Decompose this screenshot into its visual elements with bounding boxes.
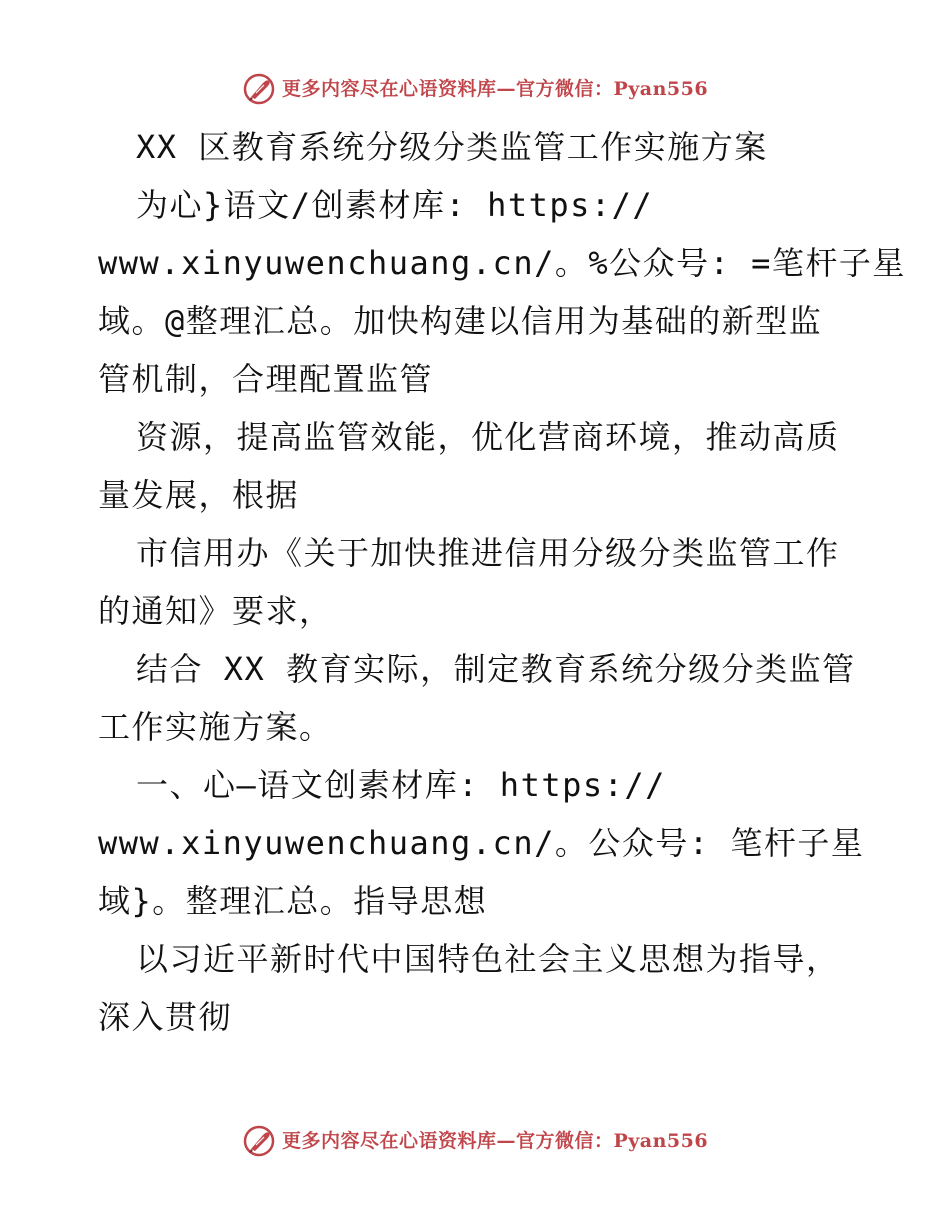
paragraph-line: 域}。整理汇总。指导思想 bbox=[98, 882, 488, 920]
header-banner-text: 更多内容尽在心语资料库—官方微信：Pyan556 bbox=[281, 78, 709, 100]
quill-pen-logo-icon bbox=[242, 1124, 276, 1158]
paragraph-line: 域。@整理汇总。加快构建以信用为基础的新型监 bbox=[98, 302, 823, 340]
quill-pen-logo-icon bbox=[242, 72, 276, 106]
footer-watermark-banner bbox=[0, 1124, 950, 1158]
document-body bbox=[98, 118, 906, 1046]
paragraph-line: www.xinyuwenchuang.cn/。%公众号: =笔杆子星 bbox=[98, 244, 906, 282]
section-heading-line: 一、心—语文创素材库: https:// bbox=[136, 766, 666, 804]
paragraph-line: 以习近平新时代中国特色社会主义思想为指导， bbox=[136, 940, 840, 978]
paragraph-line: 结合 XX 教育实际，制定教育系统分级分类监管 bbox=[136, 650, 856, 688]
paragraph-line: 的通知》要求， bbox=[98, 592, 333, 630]
paragraph-line: 深入贯彻 bbox=[98, 998, 233, 1036]
footer-banner-text: 更多内容尽在心语资料库—官方微信：Pyan556 bbox=[281, 1130, 709, 1152]
paragraph-line: 为心}语文/创素材库: https:// bbox=[136, 186, 654, 224]
header-watermark-banner bbox=[0, 72, 950, 106]
paragraph-line: 市信用办《关于加快推进信用分级分类监管工作 bbox=[136, 534, 840, 572]
paragraph-line: www.xinyuwenchuang.cn/。公众号: 笔杆子星 bbox=[98, 824, 865, 862]
paragraph-line: 资源，提高监管效能，优化营商环境，推动高质 bbox=[136, 418, 840, 456]
paragraph-line: 管机制，合理配置监管 bbox=[98, 360, 434, 398]
paragraph-line: 工作实施方案。 bbox=[98, 708, 333, 746]
paragraph-line: 量发展，根据 bbox=[98, 476, 300, 514]
document-title: XX 区教育系统分级分类监管工作实施方案 bbox=[136, 128, 768, 166]
